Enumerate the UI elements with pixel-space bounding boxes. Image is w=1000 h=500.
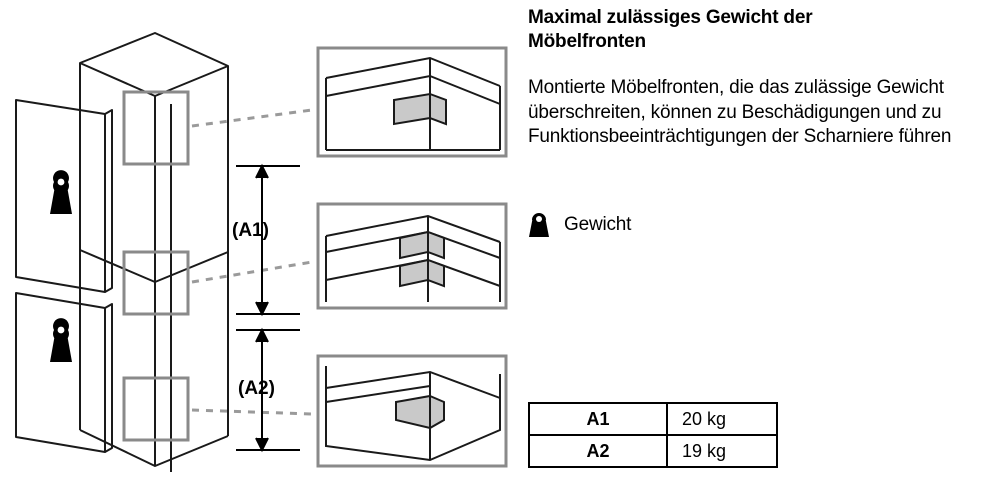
- legend-label: Gewicht: [564, 214, 632, 235]
- legend-weight: [528, 212, 631, 238]
- dimension-label-a1: (A1): [232, 220, 269, 241]
- section-heading: Maximal zulässiges Gewicht der Möbelfronten: [528, 7, 813, 52]
- table-cell-value: 20 kg: [667, 403, 777, 435]
- detail-view-middle: [318, 204, 506, 308]
- leader-lines: [192, 110, 312, 414]
- weight-icon: [528, 212, 550, 238]
- table-cell-key: A2: [529, 435, 667, 467]
- text-panel: [528, 0, 1000, 500]
- detail-view-bottom: [318, 356, 506, 466]
- weight-spec-table: [528, 402, 778, 468]
- dimension-lines: [236, 166, 300, 450]
- detail-view-top: [318, 48, 506, 156]
- door-weight-icon-lower: [50, 318, 72, 362]
- door-weight-icon-upper: [50, 170, 72, 214]
- table-row: [529, 435, 777, 467]
- table-row: [529, 403, 777, 435]
- appliance-doors: [16, 100, 112, 452]
- section-body: Montierte Möbelfronten, die das zulässige Gewicht überschreiten, können zu Beschädigungen und zu Funktionsbeeinträchtigungen der Scharniere führen: [528, 77, 952, 148]
- table-cell-key: A1: [529, 403, 667, 435]
- table-cell-value: 19 kg: [667, 435, 777, 467]
- dimension-label-a2: (A2): [238, 378, 275, 399]
